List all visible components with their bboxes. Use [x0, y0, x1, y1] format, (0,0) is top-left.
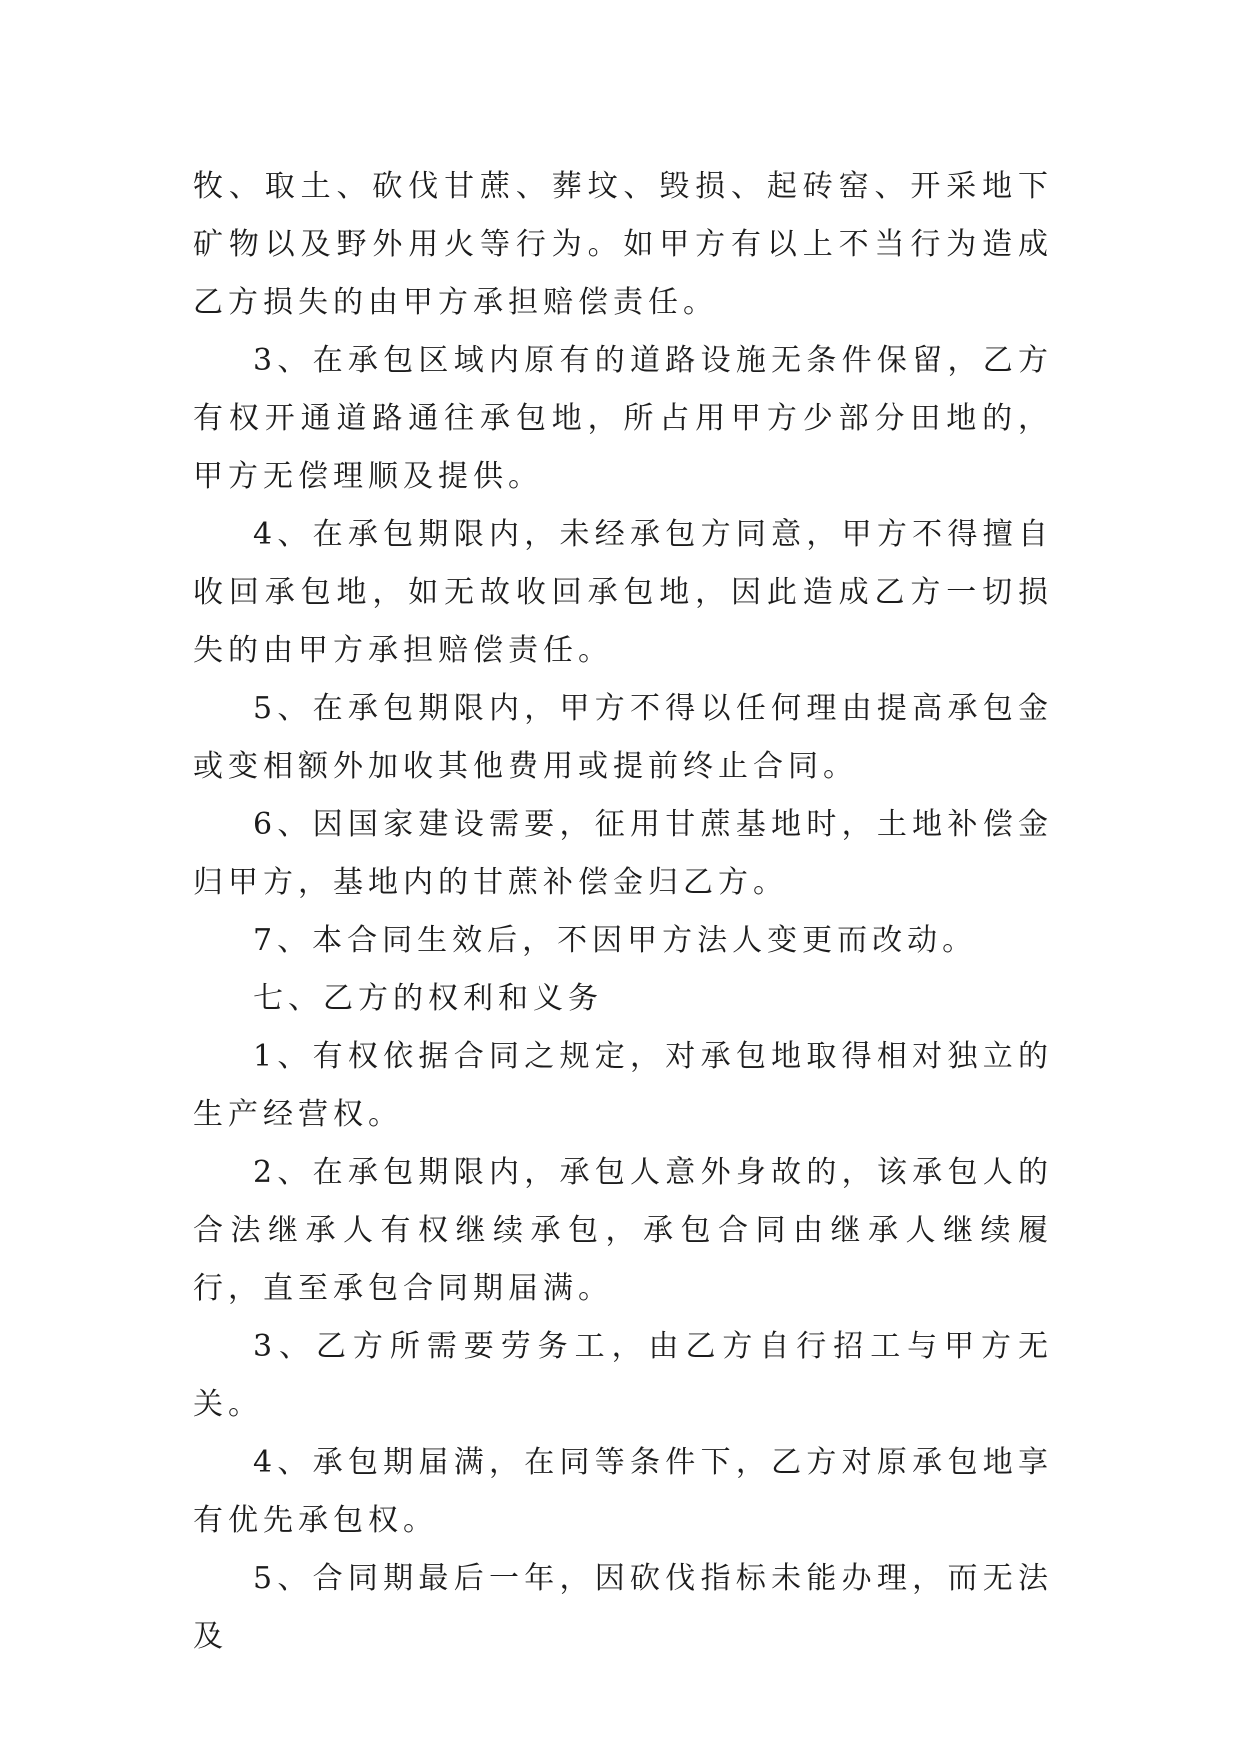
- paragraph-party-b-1: 1、有权依据合同之规定，对承包地取得相对独立的生产经营权。: [193, 1039, 1053, 1132]
- document-body: [193, 158, 1053, 1666]
- paragraph-clause-7: 7、本合同生效后，不因甲方法人变更而改动。: [253, 923, 978, 958]
- paragraph-clause-4: 4、在承包期限内，未经承包方同意，甲方不得擅自收回承包地，如无故收回承包地，因此造成乙方一切损失的由甲方承担赔偿责任。: [193, 517, 1053, 668]
- paragraph-clause-5: 5、在承包期限内，甲方不得以任何理由提高承包金或变相额外加收其他费用或提前终止合同。: [193, 691, 1053, 784]
- paragraph-party-b-4: 4、承包期届满，在同等条件下，乙方对原承包地享有优先承包权。: [193, 1445, 1053, 1538]
- paragraph-clause-3: 3、在承包区域内原有的道路设施无条件保留，乙方有权开通道路通往承包地，所占用甲方少部分田地的，甲方无偿理顺及提供。: [193, 343, 1053, 494]
- paragraph-clause-6: 6、因国家建设需要，征用甘蔗基地时，土地补偿金归甲方，基地内的甘蔗补偿金归乙方。: [193, 807, 1053, 900]
- paragraph-party-b-3: 3、乙方所需要劳务工，由乙方自行招工与甲方无关。: [193, 1329, 1053, 1422]
- paragraph-continuation: 牧、取土、砍伐甘蔗、葬坟、毁损、起砖窑、开采地下矿物以及野外用火等行为。如甲方有以上不当行为造成乙方损失的由甲方承担赔偿责任。: [193, 169, 1053, 320]
- section-heading-seven: 七、乙方的权利和义务: [253, 981, 603, 1016]
- paragraph-party-b-2: 2、在承包期限内，承包人意外身故的，该承包人的合法继承人有权继续承包，承包合同由继承人继续履行，直至承包合同期届满。: [193, 1155, 1053, 1306]
- paragraph-party-b-5: 5、合同期最后一年，因砍伐指标未能办理，而无法及: [193, 1561, 1053, 1654]
